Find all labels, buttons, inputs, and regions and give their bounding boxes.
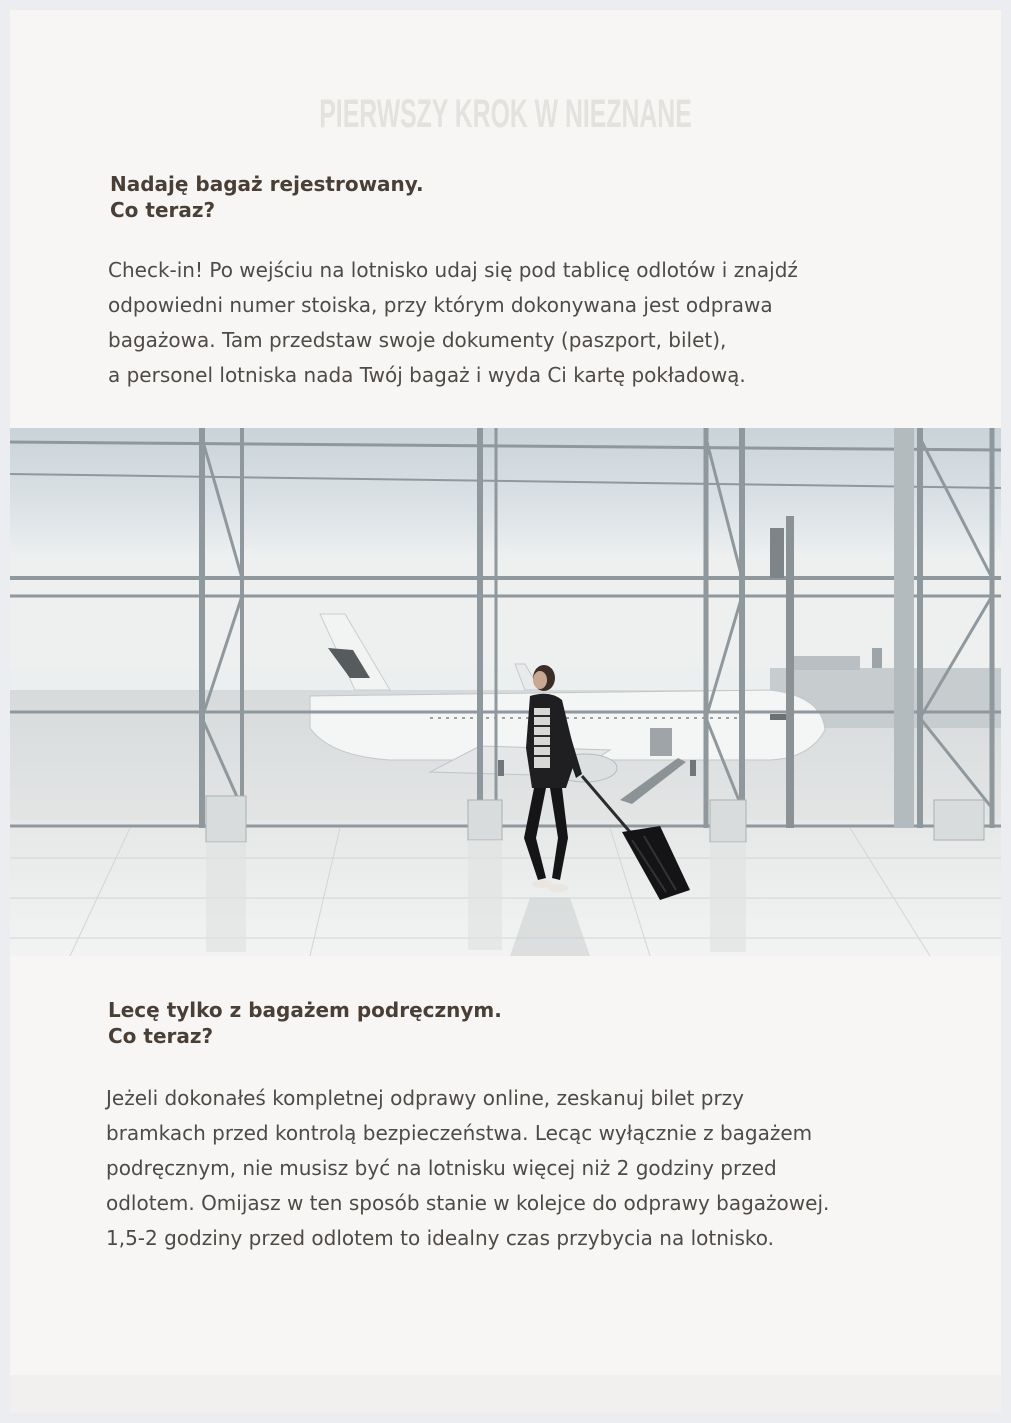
section-2-body-line: bramkach przed kontrolą bezpieczeństwa. Lecąc wyłącznie z bagażem — [106, 1121, 813, 1145]
airport-photo-illustration — [10, 428, 1001, 956]
section-2-body-line: odlotem. Omijasz w ten sposób stanie w kolejce do odprawy bagażowej. — [106, 1191, 830, 1215]
section-2-body — [106, 1081, 926, 1256]
page-footer-band — [10, 1375, 1001, 1413]
section-2-heading-line-2: Co teraz? — [108, 1024, 214, 1048]
section-2-body-line: podręcznym, nie musisz być na lotnisku więcej niż 2 godziny przed — [106, 1156, 777, 1180]
section-2-heading-line-1: Lecę tylko z bagażem podręcznym. — [108, 998, 502, 1022]
section-2-body-line: Jeżeli dokonałeś kompletnej odprawy online, zeskanuj bilet przy — [106, 1086, 745, 1110]
section-2-body-line: 1,5-2 godziny przed odlotem to idealny czas przybycia na lotnisko. — [106, 1226, 774, 1250]
section-1-heading-line-2: Co teraz? — [110, 198, 216, 222]
section-1-heading-line-1: Nadaję bagaż rejestrowany. — [110, 172, 424, 196]
section-1-body-line: a personel lotniska nada Twój bagaż i wyda Ci kartę pokładową. — [108, 363, 746, 387]
section-1-body — [108, 253, 928, 393]
section-1-heading — [110, 171, 424, 223]
page-title: PIERWSZY KROK W NIEZNANE — [319, 92, 692, 136]
airport-terminal-photo — [10, 428, 1001, 956]
section-2-heading — [108, 997, 502, 1049]
section-1-body-line: odpowiedni numer stoiska, przy którym dokonywana jest odprawa — [108, 293, 773, 317]
section-1-body-line: bagażowa. Tam przedstaw swoje dokumenty (paszport, bilet), — [108, 328, 727, 352]
section-1-body-line: Check-in! Po wejściu na lotnisko udaj się pod tablicę odlotów i znajdź — [108, 258, 798, 282]
document-page — [10, 10, 1001, 1413]
